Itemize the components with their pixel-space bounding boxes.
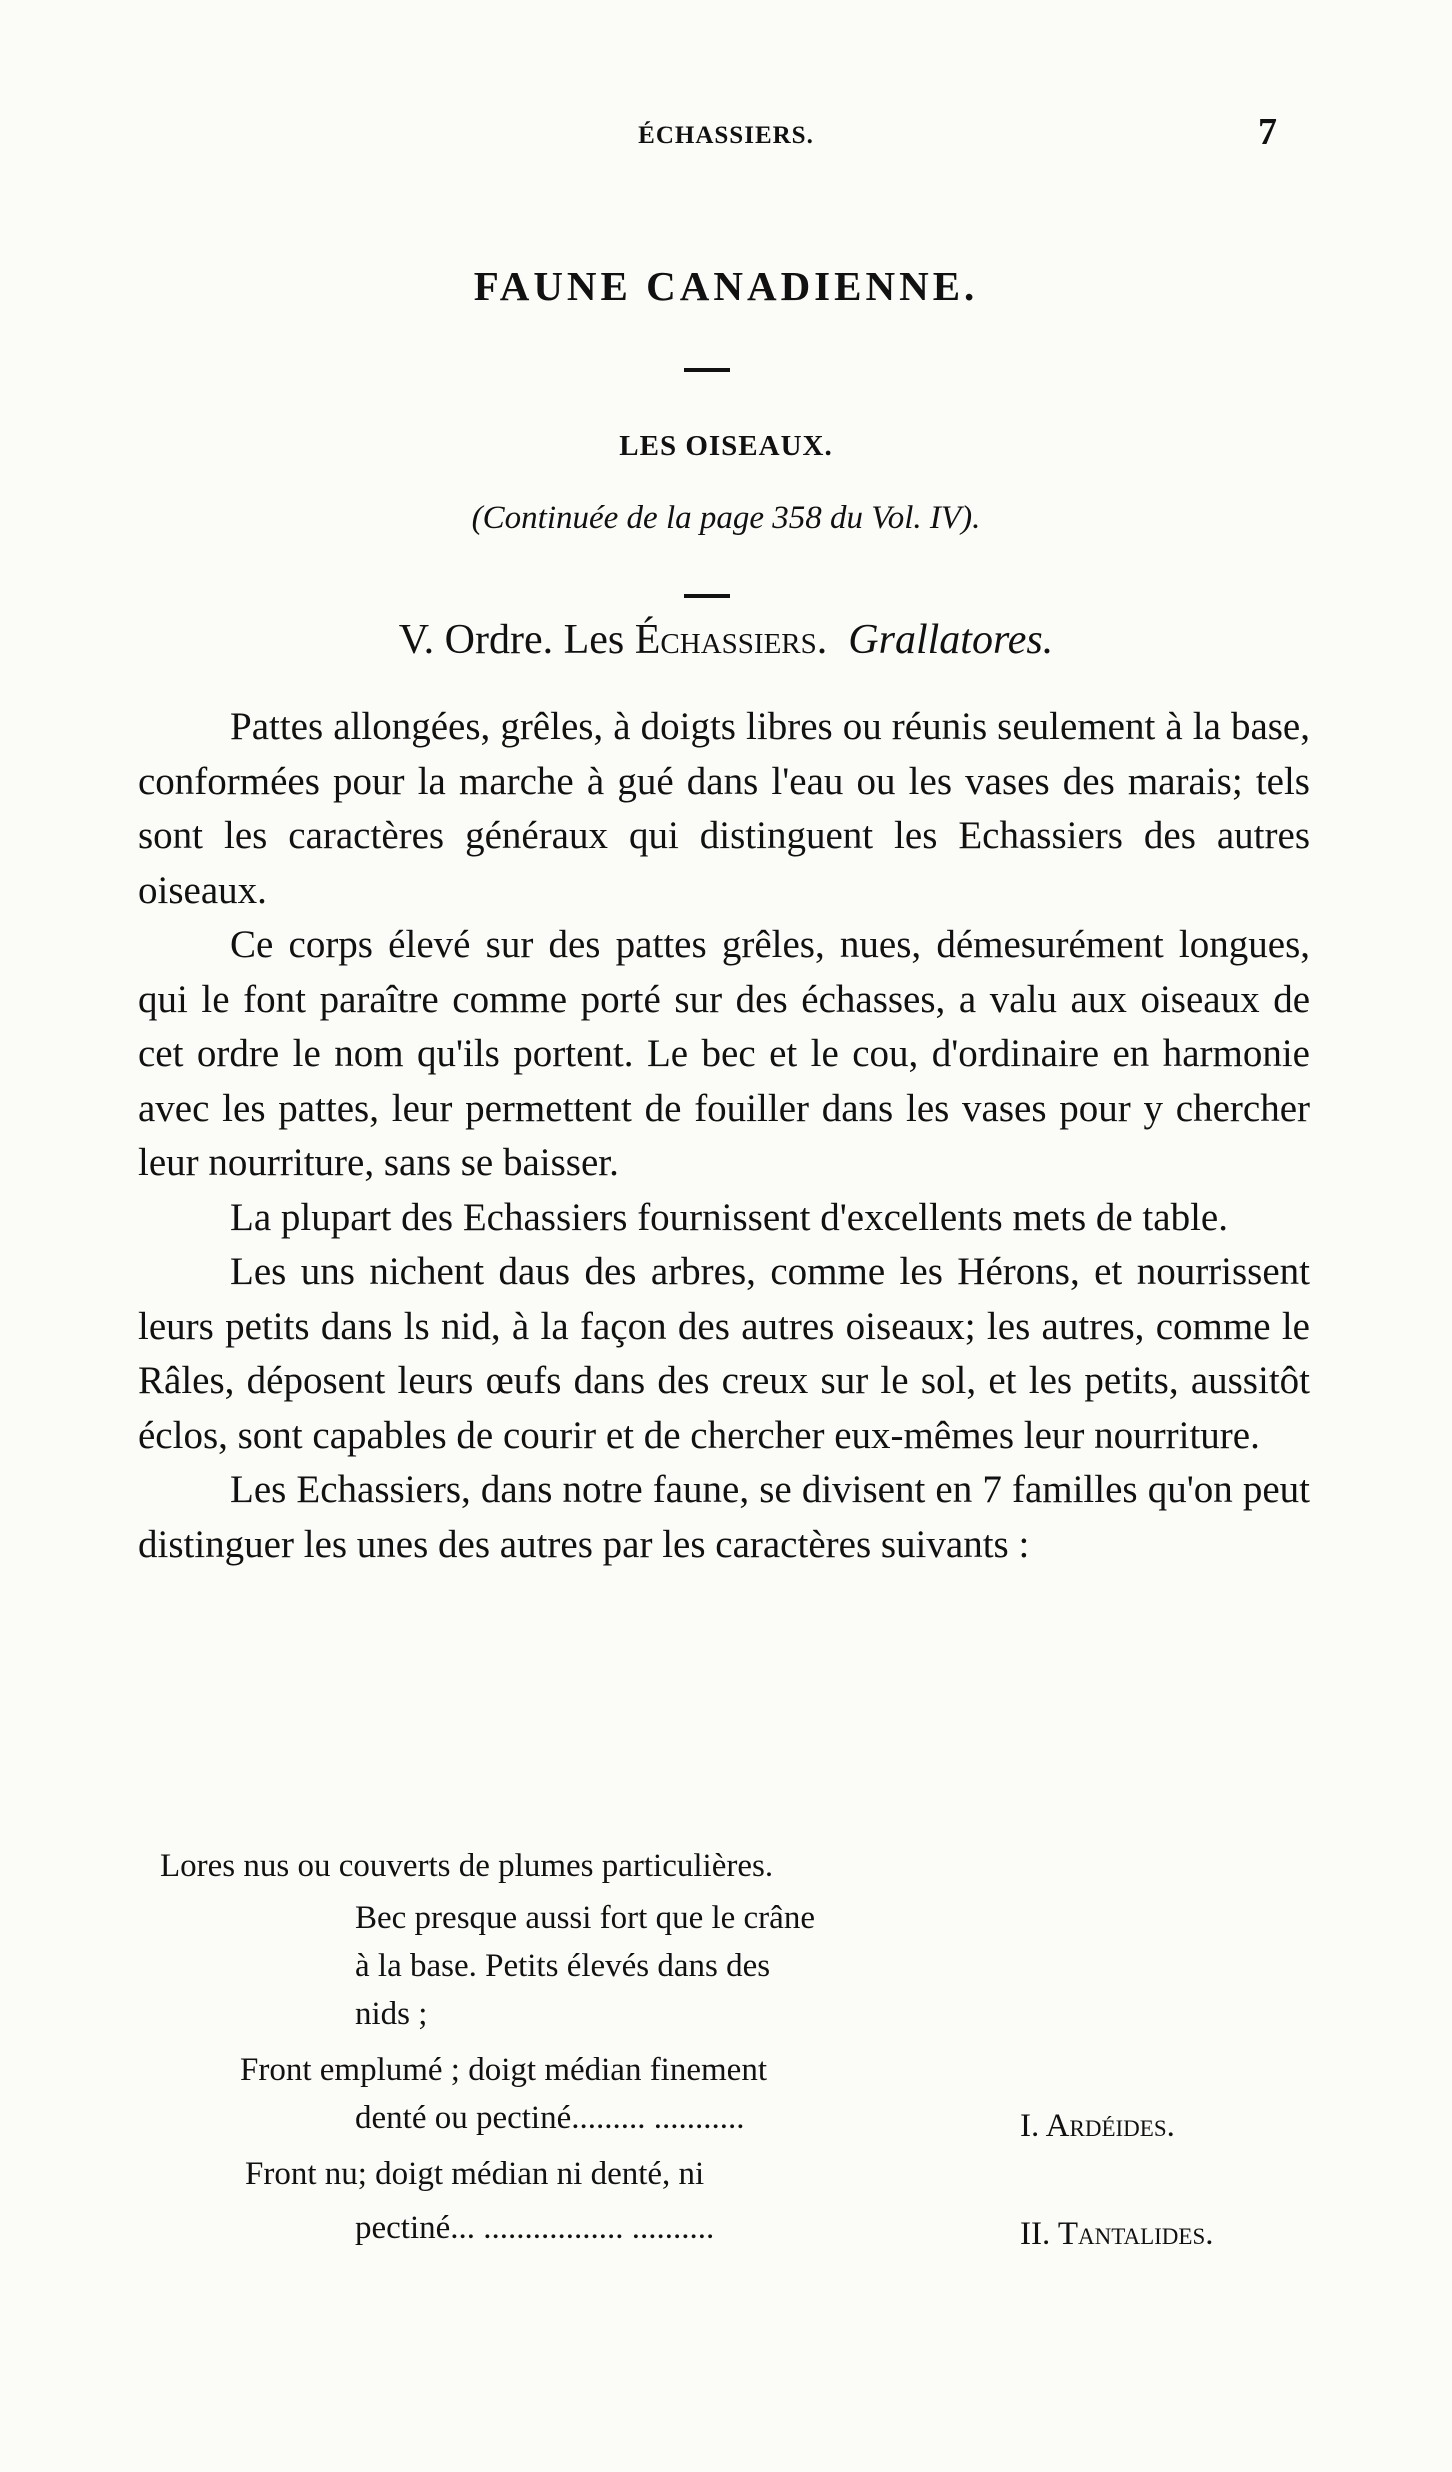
key-lores: Lores nus ou couverts de plumes particulières.: [160, 1848, 774, 1884]
family-tantalides-label: II. Tantalides.: [1020, 2216, 1214, 2252]
continuation-note: (Continuée de la page 358 du Vol. IV).: [471, 500, 981, 536]
key-front-nu-line-2: pectiné... ................. ..........: [355, 2210, 715, 2246]
key-front-nu-line-1: Front nu; doigt médian ni denté, ni: [245, 2156, 705, 2192]
paragraph: La plupart des Echassiers fournissent d'excellents mets de table.: [230, 1195, 1228, 1239]
page-title: FAUNE CANADIENNE.: [473, 263, 979, 309]
page-number: 7: [1258, 111, 1277, 153]
family-tantalides: [1020, 2216, 1214, 2253]
order-latin: Grallatores.: [848, 617, 1054, 663]
key-front-emplume-line-1: Front emplumé ; doigt médian finement: [240, 2052, 767, 2088]
family-ardeides-label: I. Ardéides.: [1020, 2108, 1175, 2144]
paragraph: Ce corps élevé sur des pattes grêles, nues, démesurément longues, qui le font paraître comme porté sur des échasses, a valu aux oiseaux de cet ordre le nom qu'ils portent. Le bec et le cou, d'ordinaire en harmonie avec les pattes, leur permettent de fouiller dans les vases pour y chercher leur nourriture, sans se baisser.: [138, 923, 1310, 1184]
key-front-emplume-line-2: denté ou pectiné......... ...........: [355, 2100, 745, 2136]
key-bec-line-1: Bec presque aussi fort que le crâne: [355, 1900, 815, 1936]
running-head: ÉCHASSIERS.: [638, 122, 814, 149]
family-ardeides: [1020, 2108, 1175, 2145]
section-heading: LES OISEAUX.: [619, 430, 833, 462]
paragraph: Les uns nichent daus des arbres, comme les Hérons, et nourrissent leurs petits dans ls nid, à la façon des autres oiseaux; les autres, comme le Râles, déposent leurs œufs dans des creux sur le sol, et les petits, aussitôt éclos, sont capables de courir et de chercher eux-mêmes leur nourriture.: [138, 1250, 1310, 1457]
key-bec-line-2: à la base. Petits élevés dans des: [355, 1948, 771, 1984]
order-name: Échassiers.: [634, 617, 828, 663]
paragraph: Les Echassiers, dans notre faune, se divisent en 7 familles qu'on peut distinguer les unes des autres par les caractères suivants :: [138, 1468, 1310, 1566]
key-bec-line-3: nids ;: [355, 1996, 428, 2032]
order-prefix: V. Ordre. Les: [398, 617, 635, 663]
paragraph: Pattes allongées, grêles, à doigts libres ou réunis seulement à la base, conformées pour la marche à gué dans l'eau ou les vases des marais; tels sont les caractères généraux qui distinguent les Echassiers des autres oiseaux.: [138, 705, 1310, 912]
